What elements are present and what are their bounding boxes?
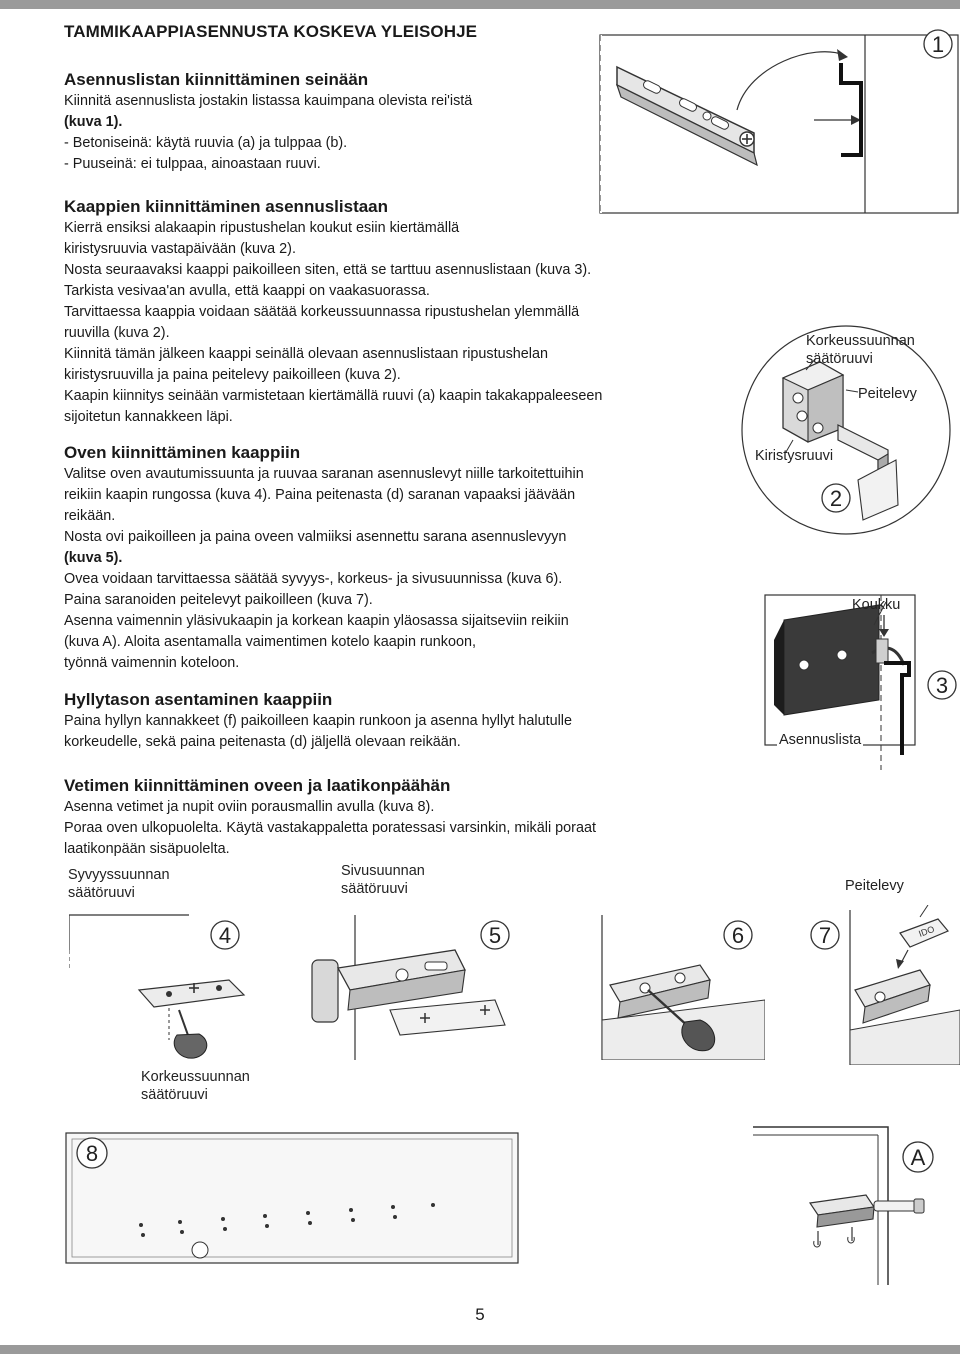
top-bar bbox=[0, 0, 960, 9]
label-side-screw: Sivusuunnan säätöruuvi bbox=[341, 863, 425, 897]
figure-5-hinge-attach bbox=[290, 910, 520, 1060]
section-heading: Vetimen kiinnittäminen oveen ja laatikonpäähän bbox=[64, 776, 451, 795]
figure-number: A bbox=[910, 1145, 926, 1170]
text-line: korkeudelle, sekä paina peitenasta (d) jäljellä olevaan reikään. bbox=[64, 734, 461, 750]
text-line: sijoitetun kannakkeen läpi. bbox=[64, 409, 233, 425]
figure-4-hinge-plate bbox=[69, 910, 249, 1060]
text-line: ruuvilla (kuva 2). bbox=[64, 325, 170, 341]
text-line: - Puuseinä: ei tulppaa, ainoastaan ruuvi. bbox=[64, 156, 321, 172]
text-line: kiristysruuvia vastapäivään (kuva 2). bbox=[64, 241, 296, 257]
label-height-screw: Korkeussuunnan säätöruuvi bbox=[806, 333, 915, 367]
page-title: TAMMIKAAPPIASENNUSTA KOSKEVA YLEISOHJE bbox=[64, 22, 478, 41]
section-shelf-mounting bbox=[64, 689, 704, 753]
text-line: Ovea voidaan tarvittaessa säätää syvyys-, korkeus- ja sivusuunnissa (kuva 6). bbox=[64, 571, 563, 587]
bottom-bar bbox=[0, 1345, 960, 1354]
section-handle-mounting bbox=[64, 775, 704, 860]
section-cabinet-mounting bbox=[64, 196, 724, 428]
text-line: Kiinnitä asennuslista jostakin listassa kauimpana olevista rei'istä bbox=[64, 93, 473, 109]
figure-number: 4 bbox=[218, 923, 232, 948]
figure-7-cover-plate bbox=[800, 905, 960, 1065]
figure-number: 1 bbox=[931, 32, 945, 57]
text-line: Asenna vetimet ja nupit oviin porausmallin avulla (kuva 8). bbox=[64, 799, 435, 815]
svg-text:IDO: IDO bbox=[917, 924, 936, 939]
section-heading: Oven kiinnittäminen kaappiin bbox=[64, 443, 301, 462]
text-line: Kaapin kiinnitys seinään varmistetaan kiertämällä ruuvi (a) kaapin takakappaleeseen bbox=[64, 388, 603, 404]
figure-number: 3 bbox=[935, 673, 949, 698]
text-line: kiristysruuvilla ja paina peitelevy paikoilleen (kuva 2). bbox=[64, 367, 401, 383]
text-line: Paina hyllyn kannakkeet (f) paikoilleen kaapin runkoon ja asenna hyllyt halutulle bbox=[64, 713, 572, 729]
text-line: Poraa oven ulkopuolelta. Käytä vastakappaletta poratessasi varsinkin, mikäli poraat bbox=[64, 820, 596, 836]
text-line: - Betoniseinä: käytä ruuvia (a) ja tulppaa (b). bbox=[64, 135, 348, 151]
figure-8-drilling-template bbox=[65, 1125, 520, 1270]
label-cover-plate-7: Peitelevy bbox=[845, 878, 904, 894]
label-cover-plate: Peitelevy bbox=[858, 386, 917, 402]
text-line: Kierrä ensiksi alakaapin ripustushelan koukut esiin kiertämällä bbox=[64, 220, 460, 236]
section-heading: Asennuslistan kiinnittäminen seinään bbox=[64, 70, 369, 89]
text-line: (kuva 5). bbox=[64, 550, 123, 566]
text-line: (kuva 1). bbox=[64, 114, 123, 130]
text-line: Paina saranoiden peitelevyt paikoilleen (kuva 7). bbox=[64, 592, 373, 608]
figure-6-hinge-adjust bbox=[590, 910, 765, 1060]
section-heading: Kaappien kiinnittäminen asennuslistaan bbox=[64, 197, 389, 216]
page-number: 5 bbox=[475, 1305, 485, 1324]
figure-number: 5 bbox=[488, 923, 502, 948]
label-height-screw-bottom: Korkeussuunnan säätöruuvi bbox=[141, 1069, 250, 1103]
figure-number: 6 bbox=[731, 923, 745, 948]
label-mounting-rail: Asennuslista bbox=[779, 732, 862, 748]
text-line: Tarvittaessa kaappia voidaan säätää korkeussuunnassa ripustushelan ylemmällä bbox=[64, 304, 580, 320]
section-heading: Hyllytason asentaminen kaappiin bbox=[64, 690, 333, 709]
figure-a-damper bbox=[748, 1115, 958, 1285]
figure-number: 8 bbox=[85, 1141, 99, 1166]
text-line: Valitse oven avautumissuunta ja ruuvaa saranan asennuslevyt niille tarkoitettuihin bbox=[64, 466, 584, 482]
text-line: reikiin kaapin rungossa (kuva 4). Paina peitenasta (d) saranan vapaaksi jäävään bbox=[64, 487, 576, 503]
figure-1-rail bbox=[599, 15, 960, 215]
text-line: (kuva A). Aloita asentamalla vaimentimen kotelo kaapin runkoon, bbox=[64, 634, 476, 650]
figure-number: 7 bbox=[818, 923, 832, 948]
section-door-mounting bbox=[64, 442, 704, 674]
text-line: Nosta ovi paikoilleen ja paina oveen valmiiksi asennettu sarana asennuslevyyn bbox=[64, 529, 567, 545]
text-line: työnnä vaimennin koteloon. bbox=[64, 655, 240, 671]
figure-number: 2 bbox=[829, 486, 843, 511]
text-line: Nosta seuraavaksi kaappi paikoilleen siten, että se tarttuu asennuslistaan (kuva 3). bbox=[64, 262, 592, 278]
label-tension-screw: Kiristysruuvi bbox=[755, 448, 834, 464]
label-depth-screw: Syvyyssuunnan säätöruuvi bbox=[68, 867, 170, 901]
text-line: Tarkista vesivaa'an avulla, että kaappi on vaakasuorassa. bbox=[64, 283, 430, 299]
text-line: reikään. bbox=[64, 508, 116, 524]
text-line: Asenna vaimennin yläsivukaapin ja korkean kaapin yläosassa sijaitseviin reikiin bbox=[64, 613, 569, 629]
text-line: laatikonpään sisäpuolelta. bbox=[64, 841, 230, 857]
label-hook: Koukku bbox=[852, 597, 901, 613]
text-line: Kiinnitä tämän jälkeen kaappi seinällä olevaan asennuslistaan ripustushelan bbox=[64, 346, 549, 362]
